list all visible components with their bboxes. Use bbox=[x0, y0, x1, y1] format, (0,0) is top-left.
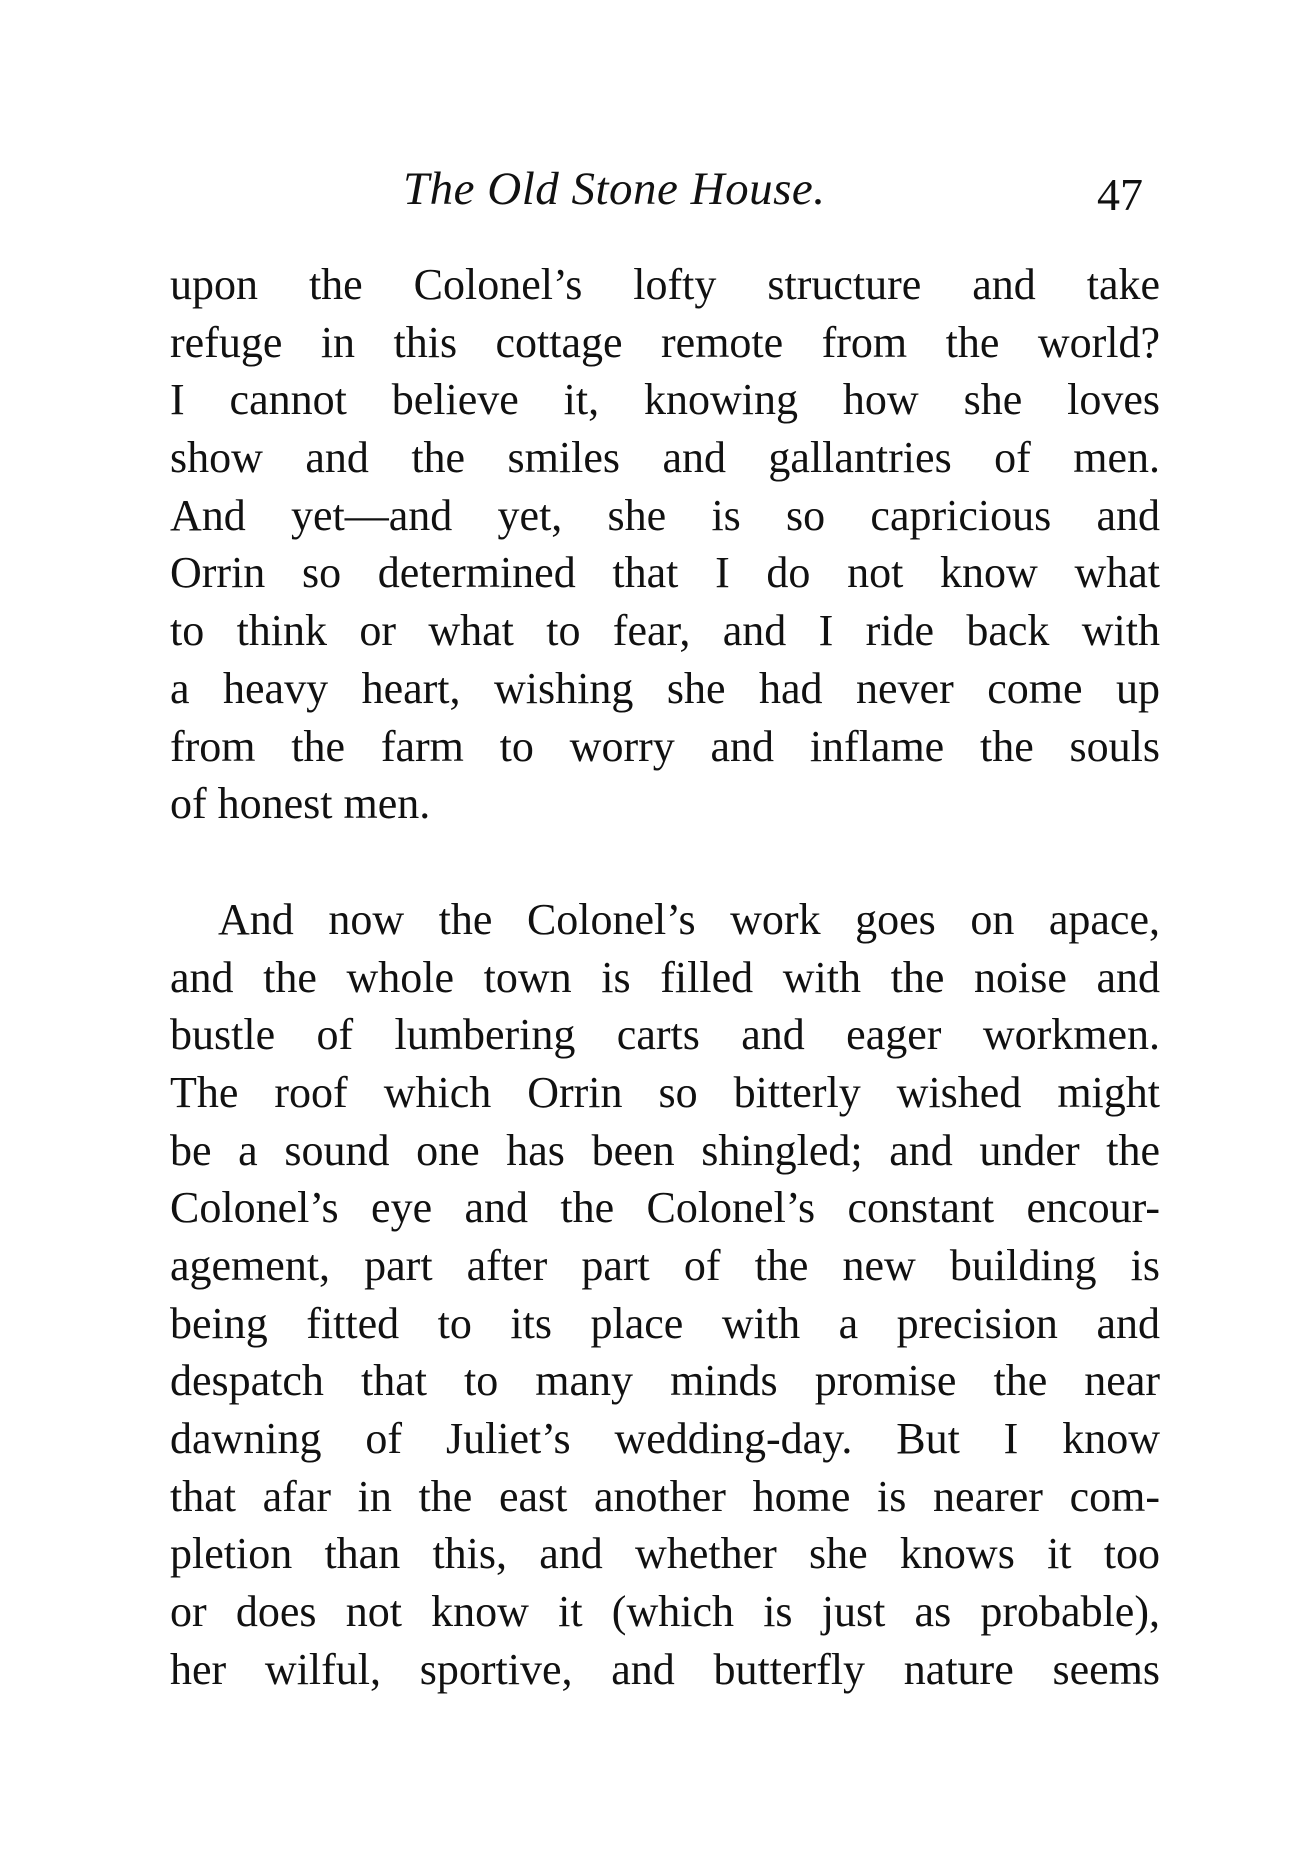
text-line: or does not know it (which is just as probable), bbox=[170, 1587, 1160, 1637]
text-line: Colonel’s eye and the Colonel’s constant encour- bbox=[170, 1183, 1160, 1233]
text-line: I cannot believe it, knowing how she loves bbox=[170, 375, 1160, 425]
text-line: from the farm to worry and inflame the souls bbox=[170, 721, 1160, 771]
text-line: despatch that to many minds promise the near bbox=[170, 1356, 1160, 1406]
text-line: refuge in this cottage remote from the world? bbox=[170, 317, 1160, 367]
text-line: The roof which Orrin so bitterly wished might bbox=[170, 1067, 1160, 1117]
text-line: be a sound one has been shingled; and under the bbox=[170, 1125, 1160, 1175]
text-line: And now the Colonel’s work goes on apace, bbox=[218, 894, 1160, 944]
running-title: The Old Stone House. bbox=[403, 163, 826, 215]
text-line: show and the smiles and gallantries of men. bbox=[170, 433, 1160, 483]
text-line: bustle of lumbering carts and eager workmen. bbox=[170, 1010, 1160, 1060]
body-text bbox=[170, 256, 1160, 1699]
text-line: agement, part after part of the new building is bbox=[170, 1241, 1160, 1290]
running-head bbox=[0, 162, 1303, 232]
text-line: being fitted to its place with a precision and bbox=[170, 1298, 1160, 1348]
text-line: pletion than this, and whether she knows it too bbox=[170, 1529, 1160, 1579]
text-line: of honest men. bbox=[170, 779, 431, 829]
text-line: upon the Colonel’s lofty structure and take bbox=[170, 260, 1160, 309]
text-line: her wilful, sportive, and butterfly nature seems bbox=[170, 1644, 1160, 1694]
text-line: and the whole town is filled with the noise and bbox=[170, 952, 1160, 1002]
text-line: a heavy heart, wishing she had never come up bbox=[170, 663, 1160, 713]
text-line: Orrin so determined that I do not know what bbox=[170, 548, 1160, 598]
page-number: 47 bbox=[1097, 169, 1143, 220]
text-line: to think or what to fear, and I ride back with bbox=[170, 606, 1160, 656]
text-line: dawning of Juliet’s wedding-day. But I know bbox=[170, 1414, 1160, 1464]
text-line: that afar in the east another home is nearer com- bbox=[170, 1471, 1160, 1521]
paragraph bbox=[170, 891, 1160, 1699]
paragraph bbox=[170, 256, 1160, 833]
paragraph-gap bbox=[170, 833, 1160, 891]
text-line: And yet—and yet, she is so capricious and bbox=[170, 490, 1160, 540]
